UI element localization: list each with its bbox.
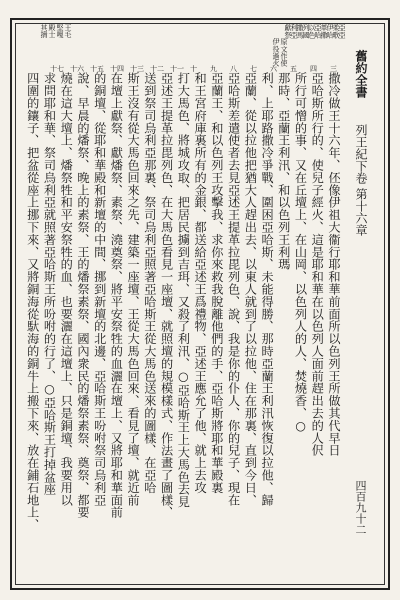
margin-note: 撒馬 [296,24,304,39]
verse-number: 三 [330,65,337,73]
text-column: 亞蘭、從以拉他把猶大人趕出去、以東人就到了以拉他、住在那裏、直到今日、 [243,72,258,506]
text-column: 燒在這大壇上、燔祭牲和平安祭牲的血、也要灑在這壇上、只是銅壇、我要用以 [59,72,74,506]
margin-note: 革撒 [320,24,328,39]
margin-note-extra: 伊役過火 [272,38,280,67]
verse-number: 十四 [110,65,124,73]
chapter-heading: 第十六章 [354,188,368,236]
text-column: 亞述王提革拉毘列色、在大馬色看見一座壇、就照壇的規模樣式、作法畫了圖樣、 [159,72,174,519]
text-column: 和王宮府庫裏所有的金銀、都送給亞述王爲禮物、亞述王應允了他、就上去攻 [193,72,208,494]
margin-note-extra: 原文作使 [280,38,288,67]
text-column: 的銅壇、從耶和華殿和新壇的中間、挪到新壇的北邊、亞哈斯王吩咐祭司烏利亞 [92,72,107,506]
text-column: 四圍的鑲子、把盆從座上挪下來、又將銅海從馱海的銅牛上搬下來、放在鋪石地上、 [25,72,40,531]
margin-note: 列國 [302,24,310,39]
book-title: 舊約全書 [354,50,368,98]
text-column: 撒冷做王十六年、伾像伊祖大衞行耶和華前面所以色列王所做其代早日 [326,72,341,457]
margin-note: 柔歌 [332,24,340,39]
page-number: 四百九十二 [354,480,367,535]
verse-number: 六 [270,65,277,73]
text-column: 打大馬色、將城攻取、把居民擄到吉珥、又殺了利汛、○亞哈斯王上大馬色去見 [176,72,191,508]
margin-note: 亞亞 [338,24,346,39]
book-section: 列王紀下卷 [354,124,368,184]
text-column: 在壇上獻祭、獻燔祭、素祭、澆奠祭、將平安祭牲的血灑在壇上、又將耶和華面前 [109,72,124,519]
margin-note: 利亞 [290,24,298,39]
text-column: 送到祭司烏利亞那裏、祭司烏利亞照著亞哈斯王從大馬色送來的圖樣、在亞哈 [142,72,157,494]
margin-note: 亞哈 [314,24,322,39]
text-column: 亞哈斯所行的、使兒子經火、這是耶和華在以色列人面前趕出去的人伬 [310,72,325,457]
corner-note: 殿士 [48,24,56,38]
margin-note: 以色 [308,24,316,39]
verse-number: 十五 [90,65,104,73]
text-column: 利、上耶路撒冷爭戰、圍困亞哈斯、未能得勝、那時亞蘭王利汛恢復以拉他、歸 [260,72,275,506]
corner-note: 王毛 [64,24,72,38]
text-column: 亞蘭王、和以色列王攻擊我、求你來救我脫離他們的手、亞哈斯將耶和華殿裏 [209,72,224,494]
verse-number: 十七 [50,65,64,73]
margin-note: 伊哈 [326,24,334,39]
verse-number: 五 [290,65,297,73]
verse-number: 七 [250,65,257,73]
verse-number: 十三 [130,65,144,73]
verse-number: 十六 [70,65,84,73]
text-column: 斯王沒有從大馬色回來之先、建築一座壇、王從大馬色回來、看見了壇、就近前 [126,72,141,506]
text-column: 說、早晨的燔祭、晚上的素祭、王的燔祭素祭、國內衆民的燔祭素祭、奠祭、都要 [75,72,90,519]
verse-number: 四 [310,65,317,73]
verse-number: 八 [230,65,237,73]
text-column: 所行可憎的事、又在丘壇上、在山岡、以色列人的人、焚燒香、○ [293,72,308,434]
text-column: 求問耶和華、祭司烏利亞就照著亞哈斯王所吩咐的行了、○亞哈斯王打掉盆座 [42,72,57,496]
verse-number: 十一 [170,65,184,73]
text-column: 那時、亞蘭王利汛、和以色列王利瑪 [276,72,291,271]
verse-number: 九 [210,65,217,73]
verse-number: 十二 [150,65,164,73]
verse-number: 十 [190,65,197,73]
corner-note: 其搚 [40,24,48,38]
text-column: 亞哈斯差遣使者去見亞述王提革拉毘列色、說、我是你的仆人、你的兒子、現在 [226,72,241,506]
corner-note: 堅嘎 [56,24,64,38]
margin-note: 獻祭 [284,24,292,39]
